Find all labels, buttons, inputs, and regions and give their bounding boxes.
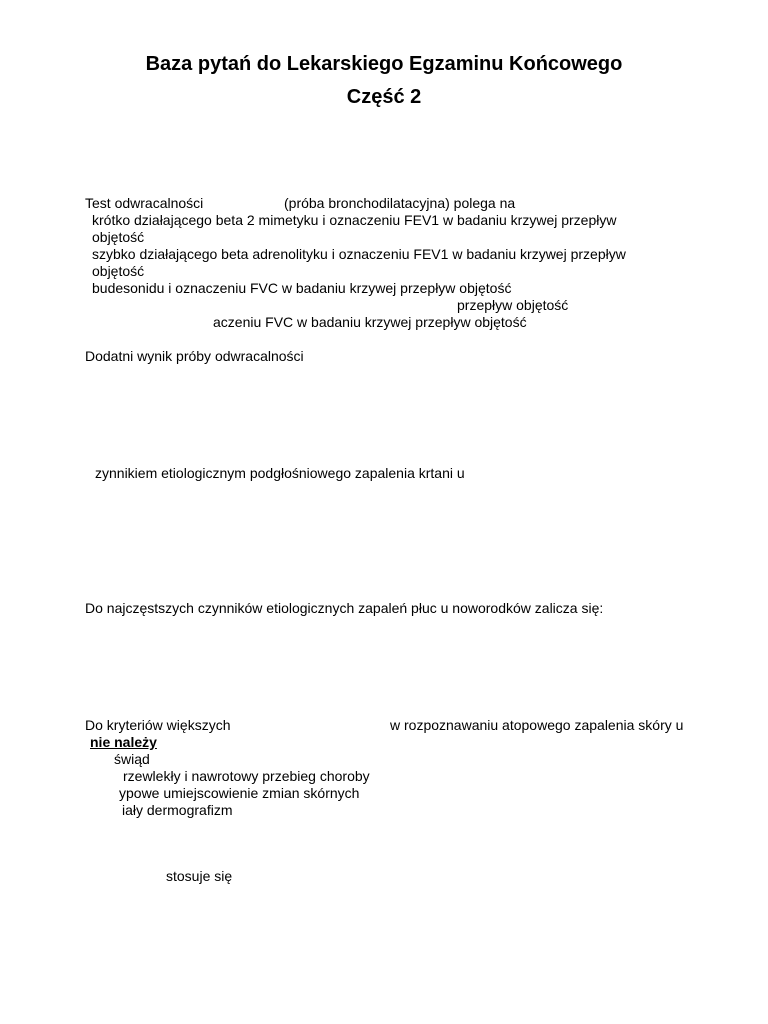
q1-option-4: przepływ objętość — [457, 297, 569, 313]
q1-stem-part-a: Test odwracalności — [85, 195, 204, 211]
q1-stem-part-b: (próba bronchodilatacyjna) polega na — [284, 195, 516, 211]
q1-option-3: budesonidu i oznaczeniu FVC w badaniu krzywej przepływ objętość — [92, 280, 512, 296]
q3-stem: zynnikiem etiologicznym podgłośniowego zapalenia krtani u — [95, 465, 465, 481]
q5-option-4: iały dermografizm — [122, 802, 233, 818]
q5-option-1: świąd — [114, 751, 150, 767]
q1-option-2-line-1: szybko działającego beta adrenolityku i oznaczeniu FEV1 w badaniu krzywej przepływ — [92, 246, 626, 262]
q4-stem: Do najczęstszych czynników etiologicznych zapaleń płuc u noworodków zalicza się: — [85, 600, 604, 616]
q1-option-1-line-2: objętość — [92, 229, 145, 245]
q5-option-2: rzewlekły i nawrotowy przebieg choroby — [123, 768, 370, 784]
q1-option-5: aczeniu FVC w badaniu krzywej przepływ objętość — [213, 314, 527, 330]
q1-option-2-line-2: objętość — [92, 263, 145, 279]
q5-stem-part-a: Do kryteriów większych — [85, 717, 231, 733]
q5-option-3: ypowe umiejscowienie zmian skórnych — [119, 785, 360, 801]
document-title: Baza pytań do Lekarskiego Egzaminu Końcowego — [145, 53, 623, 75]
q5-emphasis: nie należy — [90, 734, 157, 750]
q2-stem: Dodatni wynik próby odwracalności — [85, 348, 304, 364]
q5-stem-part-b: w rozpoznawaniu atopowego zapalenia skóry u — [390, 717, 684, 733]
q6-stem: stosuje się — [166, 868, 233, 884]
q1-option-1-line-1: krótko działającego beta 2 mimetyku i oznaczeniu FEV1 w badaniu krzywej przepływ — [92, 212, 617, 228]
document-subtitle: Część 2 — [346, 86, 422, 108]
